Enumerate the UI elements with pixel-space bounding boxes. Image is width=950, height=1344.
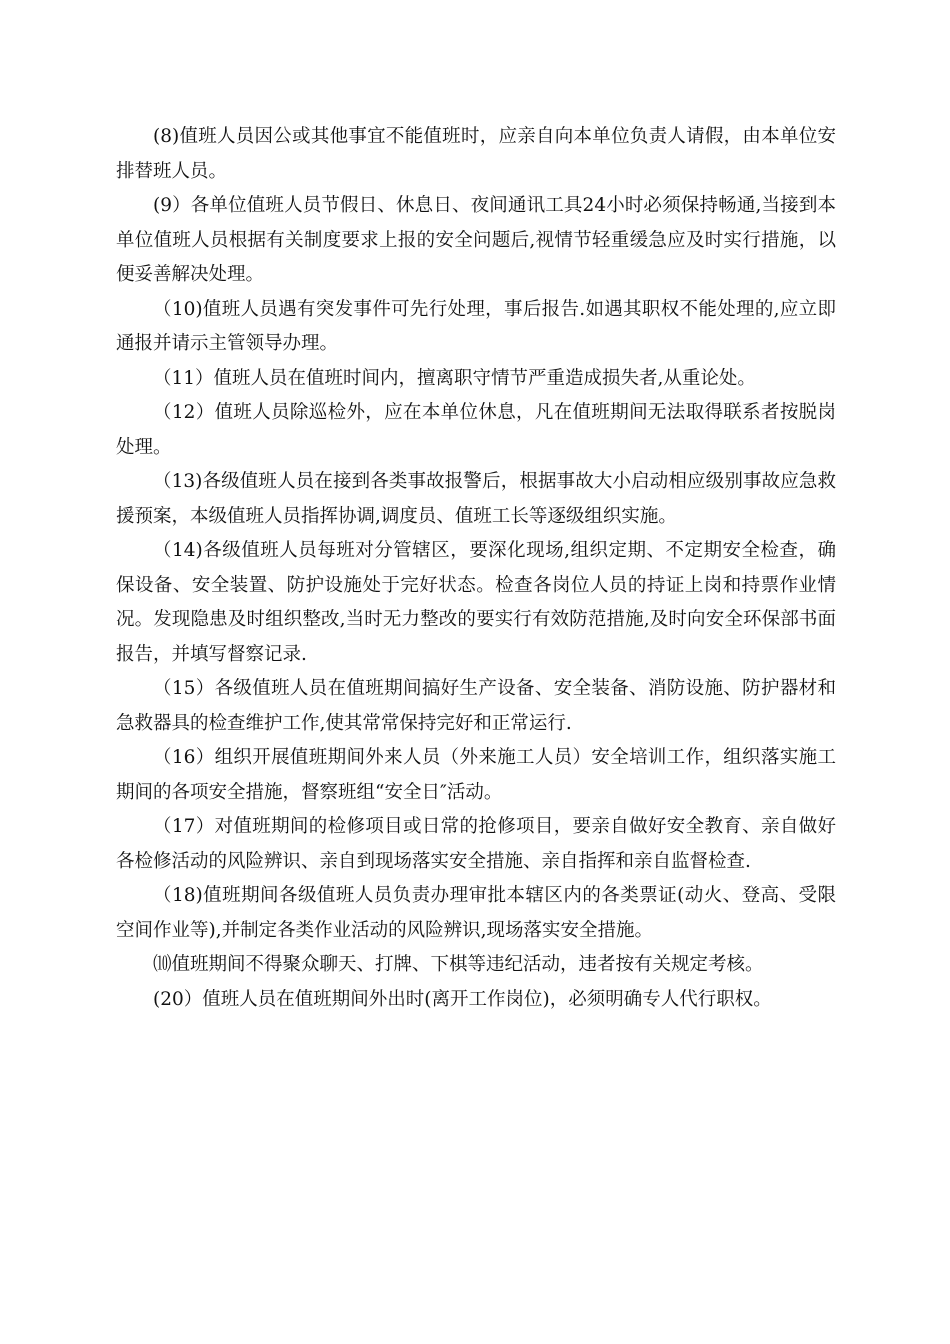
paragraph-20: (20）值班人员在值班期间外出时(离开工作岗位)，必须明确专人代行职权。 (153, 988, 772, 1010)
paragraph-10: （10)值班人员遇有突发事件可先行处理，事后报告.如遇其职权不能处理的,应立即通报并请示主管领导办理。 (116, 298, 836, 354)
paragraph-15: （15）各级值班人员在值班期间搞好生产设备、安全装备、消防设施、防护器材和急救器具的检查维护工作,使其常常保持完好和正常运行. (116, 678, 836, 734)
paragraph-12: （12）值班人员除巡检外，应在本单位休息，凡在值班期间无法取得联系者按脱岗处理。 (116, 402, 836, 458)
paragraph-17: （17）对值班期间的检修项目或日常的抢修项目，要亲自做好安全教育、亲自做好各检修活动的风险辨识、亲自到现场落实安全措施、亲自指挥和亲自监督检查. (116, 816, 836, 872)
paragraph-11: （11）值班人员在值班时间内，擅离职守情节严重造成损失者,从重论处。 (153, 367, 756, 389)
paragraph-19: ⑽值班期间不得聚众聊天、打牌、下棋等违纪活动，违者按有关规定考核。 (153, 954, 764, 975)
paragraph-9: (9）各单位值班人员节假日、休息日、夜间通讯工具24小时必须保持畅通,当接到本单位值班人员根据有关制度要求上报的安全问题后,视情节轻重缓急应及时实行措施，以便妥善解决处理。 (116, 195, 836, 285)
paragraph-8: (8)值班人员因公或其他事宜不能值班时，应亲自向本单位负责人请假，由本单位安排替班人员。 (116, 126, 836, 182)
paragraph-18: （18)值班期间各级值班人员负责办理审批本辖区内的各类票证(动火、登高、受限空间作业等),并制定各类作业活动的风险辨识,现场落实安全措施。 (116, 885, 836, 941)
paragraph-16: （16）组织开展值班期间外来人员（外来施工人员）安全培训工作，组织落实施工期间的各项安全措施，督察班组“安全日″活动。 (116, 747, 836, 803)
paragraph-13: （13)各级值班人员在接到各类事故报警后，根据事故大小启动相应级别事故应急救援预案，本级值班人员指挥协调,调度员、值班工长等逐级组织实施。 (116, 471, 836, 527)
paragraph-14: （14)各级值班人员每班对分管辖区，要深化现场,组织定期、不定期安全检查，确保设备、安全装置、防护设施处于完好状态。检查各岗位人员的持证上岗和持票作业情况。发现隐患及时组织整改,当时无力整改的要实行有效防范措施,及时向安全环保部书面报告，并填写督察记录. (116, 540, 836, 665)
document-body (116, 120, 836, 1017)
